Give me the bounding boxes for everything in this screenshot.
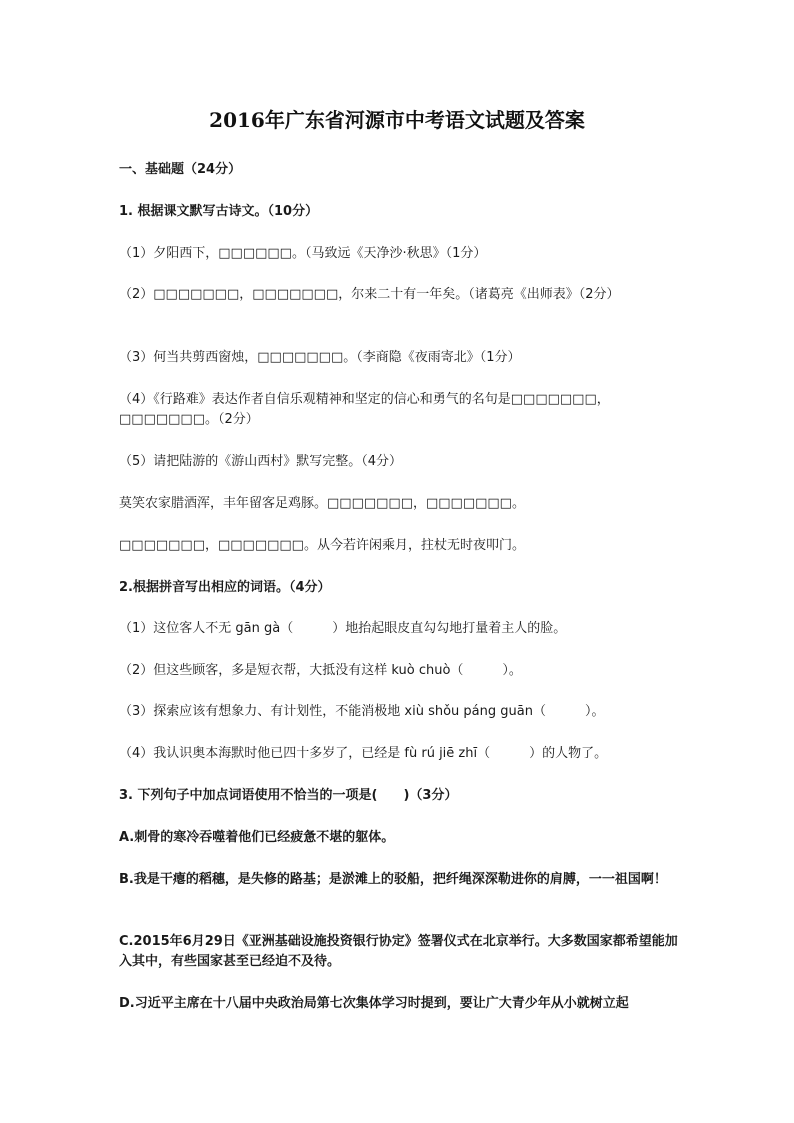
option-b: B.我是干瘪的稻穗，是失修的路基；是淤滩上的驳船，把纤绳深深勒进你的肩膊，一一祖国啊！ [119,872,667,887]
question-1-item-4: （4）《行路难》表达作者自信乐观精神和坚定的信心和勇气的名句是□□□□□□□，□□□□□□□。（2分） [119,392,610,427]
question-1-item-1: （1）夕阳西下，□□□□□□。（马致远《天净沙·秋思》（1分） [119,246,487,261]
question-2-item-4: （4）我认识奥本海默时他已四十多岁了，已经是 fù rú jiē zhī（ ）的人物了。 [119,746,608,761]
option-a: A.刺骨的寒冷吞噬着他们已经疲惫不堪的躯体。 [119,830,395,845]
question-1-item-3: （3）何当共剪西窗烛，□□□□□□□。（李商隐《夜雨寄北》（1分） [119,350,521,365]
question-1-heading: 1. 根据课文默写古诗文。（10分） [119,204,319,219]
section-heading: 一、基础题（24分） [119,162,242,177]
question-2-item-1: （1）这位客人不无 gān gà（ ）地抬起眼皮直勾勾地打量着主人的脸。 [119,621,567,636]
poem-line-1: 莫笑农家腊酒浑，丰年留客足鸡豚。□□□□□□□，□□□□□□□。 [119,496,525,511]
option-d: D.习近平主席在十八届中央政治局第七次集体学习时提到，要让广大青少年从小就树立起 [119,996,629,1011]
option-c: C.2015年6月29日《亚洲基础设施投资银行协定》签署仪式在北京举行。大多数国家都希望能加入其中，有些国家甚至已经迫不及待。 [119,934,678,969]
document-title: 2016年广东省河源市中考语文试题及答案 [209,108,585,132]
question-3-heading: 3. 下列句子中加点词语使用不恰当的一项是( )（3分） [119,788,458,803]
question-2-heading: 2.根据拼音写出相应的词语。（4分） [119,580,331,595]
question-2-item-3: （3）探索应该有想象力、有计划性，不能消极地 xiù shǒu páng guān（ ）。 [119,704,605,719]
question-1-item-2: （2）□□□□□□□，□□□□□□□，尔来二十有一年矣。（诸葛亮《出师表》（2分） [119,287,620,302]
question-1-item-5: （5）请把陆游的《游山西村》默写完整。（4分） [119,454,403,469]
question-2-item-2: （2）但这些顾客，多是短衣帮，大抵没有这样 kuò chuò（ ）。 [119,663,522,678]
poem-line-2: □□□□□□□，□□□□□□□。从今若许闲乘月，拄杖无时夜叩门。 [119,538,525,553]
